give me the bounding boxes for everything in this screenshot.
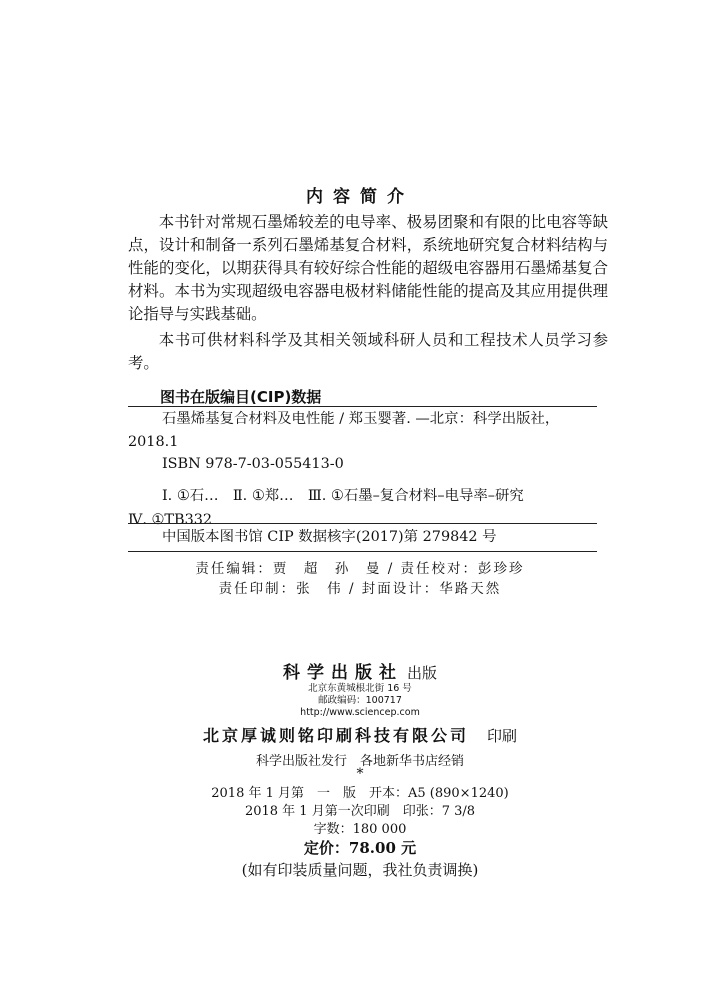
price-value: 78.00 元 <box>348 839 417 857</box>
credits-line: 责任编辑：贾 超 孙 曼 / 责任校对：彭珍珍 <box>195 561 525 577</box>
publisher-name: 科学出版社 <box>282 663 403 683</box>
edition-line: 2018 年 1 月第一次印刷 印张：7 3/8 <box>244 804 476 819</box>
word-count: 字数：180 000 <box>313 822 407 837</box>
publisher-url: http://www.sciencep.com <box>300 707 420 718</box>
publisher-role: 出版 <box>406 664 437 682</box>
summary-title: 内容简介 <box>306 187 414 207</box>
cip-bottom-rule <box>128 551 597 552</box>
printer-line <box>0 723 720 746</box>
publisher-line <box>0 658 720 683</box>
distribution-line: 科学出版社发行 各地新华书店经销 <box>255 754 464 769</box>
summary-paragraph <box>128 329 608 375</box>
cip-isbn: ISBN 978-7-03-055413-0 <box>162 456 344 472</box>
cip-heading: 图书在版编目(CIP)数据 <box>160 388 322 406</box>
cip-subject-line: Ⅳ. ①TB332 <box>128 512 213 528</box>
credits-line: 责任印制：张 伟 / 封面设计：华路天然 <box>218 581 502 597</box>
summary-paragraph <box>128 211 608 326</box>
cip-subject-line: Ⅰ. ①石… Ⅱ. ①郑… Ⅲ. ①石墨–复合材料–电导率–研究 <box>162 488 524 504</box>
printer-role: 印刷 <box>487 727 518 745</box>
cip-top-rule <box>128 406 597 407</box>
cip-core-number-row <box>128 527 597 547</box>
cip-block <box>128 409 597 530</box>
edition-line: 2018 年 1 月第 一 版 开本：A5 (890×1240) <box>211 786 509 801</box>
printer-name: 北京厚诚则铭印刷科技有限公司 <box>202 726 469 745</box>
quality-note: (如有印装质量问题，我社负责调换) <box>241 861 479 879</box>
summary-paragraph-text: 本书针对常规石墨烯较差的电导率、极易团聚和有限的比电容等缺点，设计和制备一系列石墨烯基复合材料，系统地研究复合材料结构与性能的变化，以期获得具有较好综合性能的超级电容器用石墨烯基复合材料。本书为实现超级电容器电极材料储能性能的提高及其应用提供理论指导与实践基础。 <box>128 213 608 323</box>
cip-mid-rule <box>128 523 597 524</box>
cip-record-line: 石墨烯基复合材料及电性能 / 郑玉婴著. —北京：科学出版社， <box>162 411 560 427</box>
cip-record-line: 2018.1 <box>128 434 179 450</box>
publisher-postcode: 邮政编码：100717 <box>318 695 402 706</box>
cip-core-number: 中国版本图书馆 CIP 数据核字(2017)第 279842 号 <box>162 529 497 545</box>
publisher-address: 北京东黄城根北街 16 号 <box>308 683 412 694</box>
separator-asterisk: * <box>356 766 364 782</box>
price-label: 定价： <box>303 839 349 857</box>
price-line <box>0 837 720 858</box>
summary-paragraph-text: 本书可供材料科学及其相关领域科研人员和工程技术人员学习参考。 <box>128 331 608 372</box>
